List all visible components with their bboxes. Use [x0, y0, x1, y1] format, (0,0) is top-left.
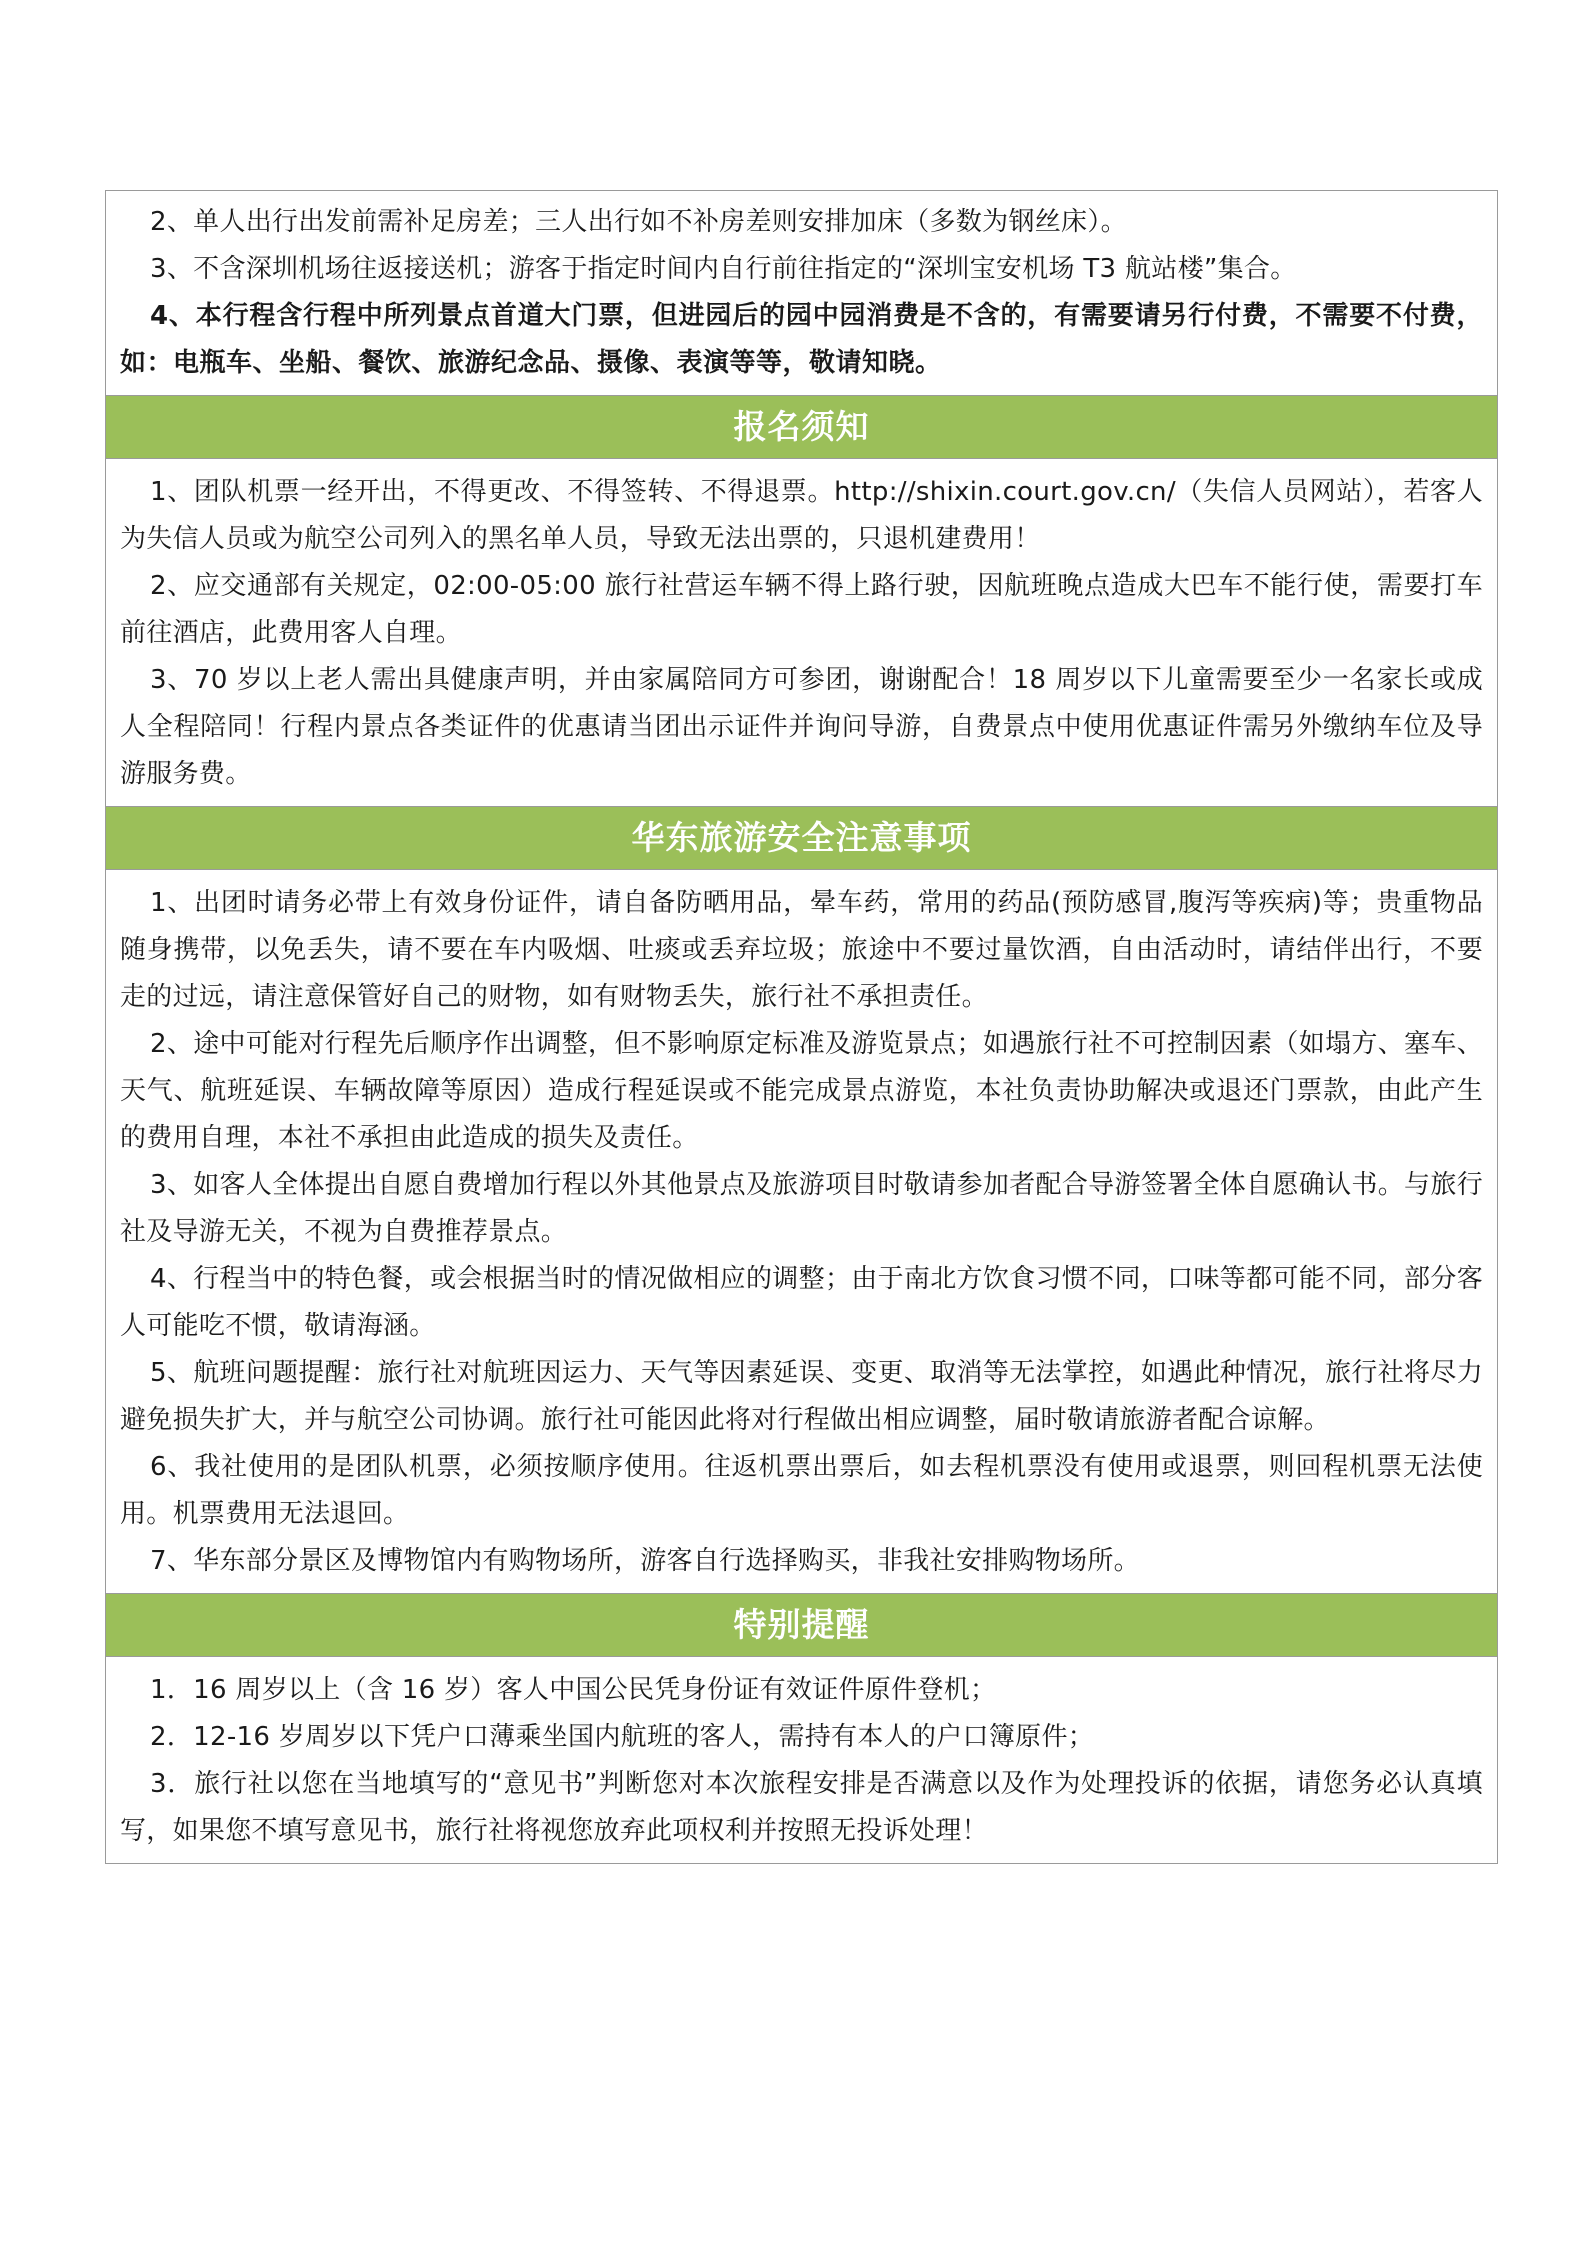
safety-item-7: 7、华东部分景区及博物馆内有购物场所，游客自行选择购买，非我社安排购物场所。 — [150, 1546, 1140, 1576]
safety-notes — [106, 870, 1497, 1593]
safety-item-5: 5、航班问题提醒：旅行社对航班因运力、天气等因素延误、变更、取消等无法掌控，如遇此种情况，旅行社将尽力避免损失扩大，并与航空公司协调。旅行社可能因此将对行程做出相应调整，届时敬请旅游者配合谅解。 — [120, 1358, 1483, 1435]
registration-item-1: 1、团队机票一经开出，不得更改、不得签转、不得退票。http://shixin.court.gov.cn/（失信人员网站），若客人为失信人员或为航空公司列入的黑名单人员，导致无法出票的，只退机建费用！ — [120, 477, 1483, 554]
safety-item-6: 6、我社使用的是团队机票，必须按顺序使用。往返机票出票后，如去程机票没有使用或退票，则回程机票无法使用。机票费用无法退回。 — [120, 1452, 1483, 1529]
safety-header: 华东旅游安全注意事项 — [106, 806, 1497, 870]
registration-notes — [106, 459, 1497, 806]
special-item-3: 3．旅行社以您在当地填写的“意见书”判断您对本次旅程安排是否满意以及作为处理投诉的依据，请您务必认真填写，如果您不填写意见书，旅行社将视您放弃此项权利并按照无投诉处理！ — [120, 1769, 1483, 1846]
safety-item-3: 3、如客人全体提出自愿自费增加行程以外其他景点及旅游项目时敬请参加者配合导游签署全体自愿确认书。与旅行社及导游无关，不视为自费推荐景点。 — [120, 1170, 1483, 1247]
itinerary-notice-table — [105, 190, 1498, 1864]
registration-item-2: 2、应交通部有关规定，02:00-05:00 旅行社营运车辆不得上路行驶，因航班晚点造成大巴车不能行使，需要打车前往酒店，此费用客人自理。 — [120, 571, 1483, 648]
intro-note-4: 4、本行程含行程中所列景点首道大门票，但进园后的园中园消费是不含的，有需要请另行付费，不需要不付费，如：电瓶车、坐船、餐饮、旅游纪念品、摄像、表演等等，敬请知晓。 — [120, 301, 1483, 378]
registration-item-3: 3、70 岁以上老人需出具健康声明，并由家属陪同方可参团，谢谢配合！18 周岁以下儿童需要至少一名家长或成人全程陪同！行程内景点各类证件的优惠请当团出示证件并询问导游，自费景点中使用优惠证件需另外缴纳车位及导游服务费。 — [120, 665, 1483, 789]
special-item-1: 1．16 周岁以上（含 16 岁）客人中国公民凭身份证有效证件原件登机； — [150, 1675, 997, 1705]
special-item-2: 2．12-16 岁周岁以下凭户口薄乘坐国内航班的客人，需持有本人的户口簿原件； — [150, 1722, 1095, 1752]
registration-header: 报名须知 — [106, 395, 1497, 459]
safety-item-4: 4、行程当中的特色餐，或会根据当时的情况做相应的调整；由于南北方饮食习惯不同，口味等都可能不同，部分客人可能吃不惯，敬请海涵。 — [120, 1264, 1483, 1341]
special-notes — [106, 1657, 1497, 1863]
intro-note-3: 3、不含深圳机场往返接送机；游客于指定时间内自行前往指定的“深圳宝安机场 T3 航站楼”集合。 — [150, 254, 1297, 284]
special-header: 特别提醒 — [106, 1593, 1497, 1657]
safety-item-1: 1、出团时请务必带上有效身份证件，请自备防晒用品，晕车药，常用的药品(预防感冒,腹泻等疾病)等；贵重物品随身携带，以免丢失，请不要在车内吸烟、吐痰或丢弃垃圾；旅途中不要过量饮酒，自由活动时，请结伴出行，不要走的过远，请注意保管好自己的财物，如有财物丢失，旅行社不承担责任。 — [120, 888, 1483, 1012]
safety-item-2: 2、途中可能对行程先后顺序作出调整，但不影响原定标准及游览景点；如遇旅行社不可控制因素（如塌方、塞车、天气、航班延误、车辆故障等原因）造成行程延误或不能完成景点游览，本社负责协助解决或退还门票款，由此产生的费用自理，本社不承担由此造成的损失及责任。 — [120, 1029, 1483, 1153]
intro-notes — [106, 191, 1497, 395]
intro-note-2: 2、单人出行出发前需补足房差；三人出行如不补房差则安排加床（多数为钢丝床）。 — [150, 207, 1127, 237]
